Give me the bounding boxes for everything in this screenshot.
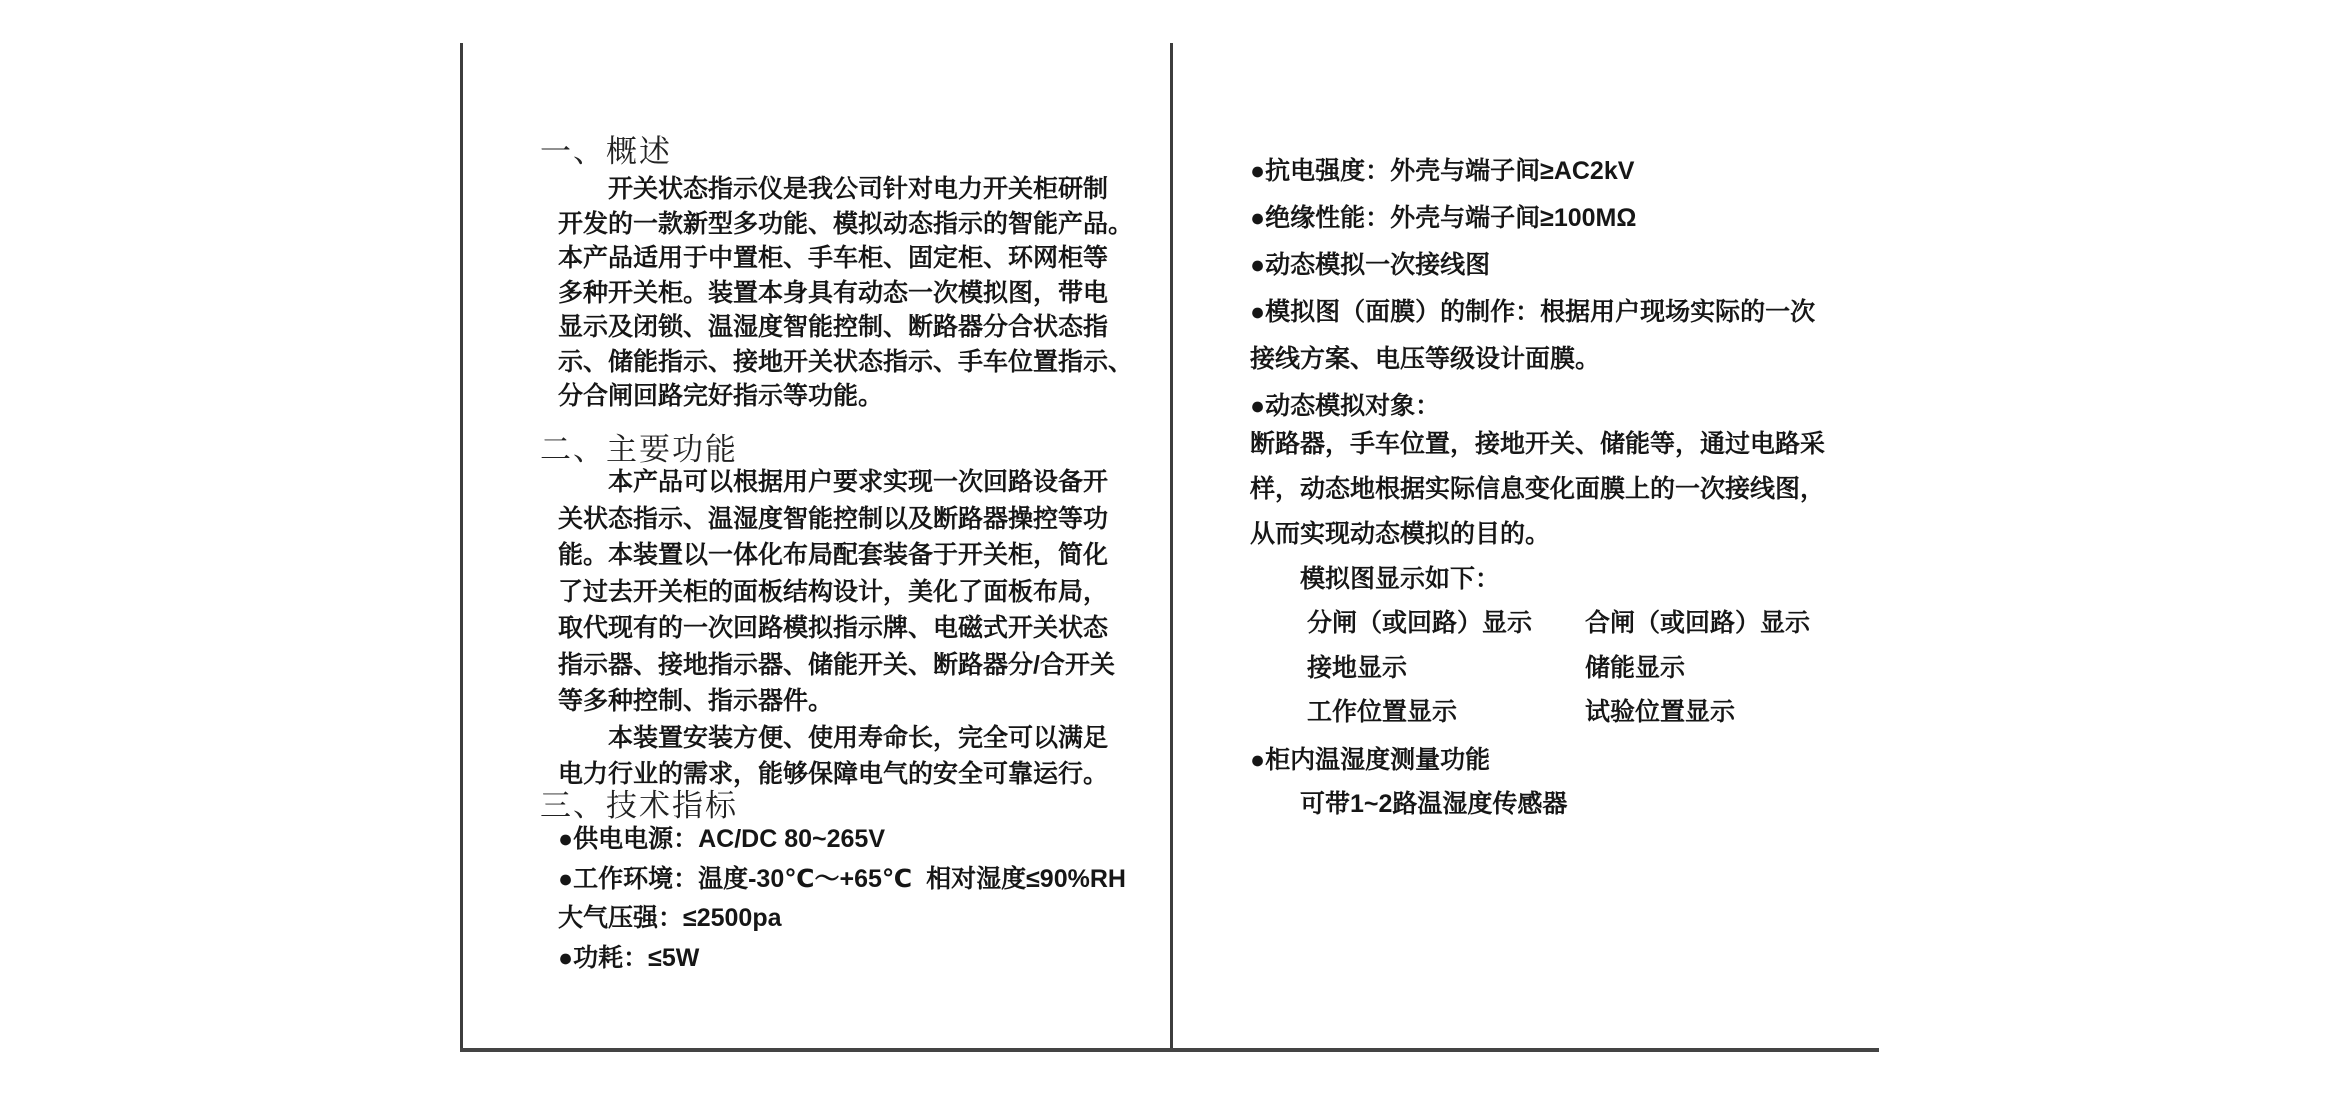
paragraph-line: 分合闸回路完好指示等功能。 — [558, 382, 884, 410]
paragraph-line: 从而实现动态模拟的目的。 — [1250, 520, 1551, 548]
section-heading-functions: 二、主要功能 — [540, 432, 738, 467]
paragraph-line: 显示及闭锁、温湿度智能控制、断路器分合状态指 — [558, 313, 1109, 341]
right-specs-list — [1250, 148, 1815, 430]
spec-bullet-line: ●绝缘性能：外壳与端子间≥100MΩ — [1250, 204, 1637, 232]
spec-bullet-line: ●模拟图（面膜）的制作：根据用户现场实际的一次 — [1250, 298, 1816, 326]
paragraph-line: 等多种控制、指示器件。 — [558, 687, 834, 715]
paragraph-line: 断路器，手车位置，接地开关、储能等，通过电路采 — [1250, 430, 1826, 458]
display-mode-cell: 合闸（或回路）显示 — [1585, 609, 1811, 637]
humidity-bullet-line: ●柜内温湿度测量功能 — [1250, 746, 1491, 774]
paragraph-line: 取代现有的一次回路模拟指示牌、电磁式开关状态 — [558, 614, 1109, 642]
paragraph-line: 关状态指示、温湿度智能控制以及断路器操控等功 — [558, 504, 1109, 533]
table-row — [1250, 603, 1810, 648]
spec-bullet-line: 接线方案、电压等级设计面膜。 — [1250, 345, 1601, 373]
spec-bullet-line: 大气压强：≤2500pa — [558, 904, 782, 932]
paragraph-line: 多种开关柜。装置本身具有动态一次模拟图，带电 — [558, 278, 1109, 307]
paragraph-line: 示、储能指示、接地开关状态指示、手车位置指示、 — [558, 347, 1134, 376]
spec-bullet-line: ●供电电源：AC/DC 80~265V — [558, 825, 886, 853]
spec-bullet-line: ●动态模拟对象： — [1250, 392, 1441, 420]
paragraph-line: 本装置安装方便、使用寿命长，完全可以满足 — [558, 723, 1109, 752]
display-mode-cell: 接地显示 — [1307, 653, 1408, 682]
section-heading-overview: 一、概述 — [540, 134, 672, 169]
display-mode-cell: 工作位置显示 — [1307, 698, 1458, 726]
display-mode-cell: 储能显示 — [1585, 653, 1686, 682]
spec-bullet-line: ●动态模拟一次接线图 — [1250, 251, 1491, 279]
functions-paragraph — [558, 464, 1115, 793]
section-heading-specs: 三、技术指标 — [540, 788, 738, 823]
humidity-note-line: 可带1~2路温湿度传感器 — [1250, 790, 1568, 818]
left-border-line — [460, 43, 463, 1050]
display-intro-line: 模拟图显示如下： — [1250, 565, 1501, 593]
paragraph-line: 样，动态地根据实际信息变化面膜上的一次接线图， — [1250, 475, 1826, 503]
column-divider-line — [1170, 43, 1173, 1050]
overview-paragraph — [558, 172, 1133, 414]
paragraph-line: 本产品适用于中置柜、手车柜、固定柜、环网柜等 — [558, 244, 1109, 272]
paragraph-line: 开关状态指示仪是我公司针对电力开关柜研制 — [558, 175, 1109, 203]
spec-bullet-line: ●功耗：≤5W — [558, 943, 700, 972]
paragraph-line: 开发的一款新型多功能、模拟动态指示的智能产品。 — [558, 209, 1134, 238]
bottom-border-line — [460, 1048, 1879, 1052]
table-row — [1250, 648, 1810, 693]
display-modes-table — [1250, 603, 1810, 737]
paragraph-line: 了过去开关柜的面板结构设计，美化了面板布局， — [558, 577, 1109, 606]
display-mode-cell: 试验位置显示 — [1585, 698, 1736, 726]
paragraph-line: 指示器、接地指示器、储能开关、断路器分/合开关 — [558, 650, 1115, 679]
paragraph-line: 能。本装置以一体化布局配套装备于开关柜，简化 — [558, 541, 1109, 569]
table-row — [1250, 692, 1810, 737]
display-mode-cell: 分闸（或回路）显示 — [1307, 609, 1533, 637]
paragraph-line: 电力行业的需求，能够保障电气的安全可靠运行。 — [558, 760, 1109, 788]
simulation-paragraph — [1250, 422, 1825, 557]
spec-bullet-line: ●工作环境：温度-30℃～+65℃ 相对湿度≤90%RH — [558, 864, 1126, 893]
spec-bullet-line: ●抗电强度：外壳与端子间≥AC2kV — [1250, 157, 1635, 185]
paragraph-line: 本产品可以根据用户要求实现一次回路设备开 — [558, 468, 1109, 496]
specs-list — [558, 820, 1126, 978]
